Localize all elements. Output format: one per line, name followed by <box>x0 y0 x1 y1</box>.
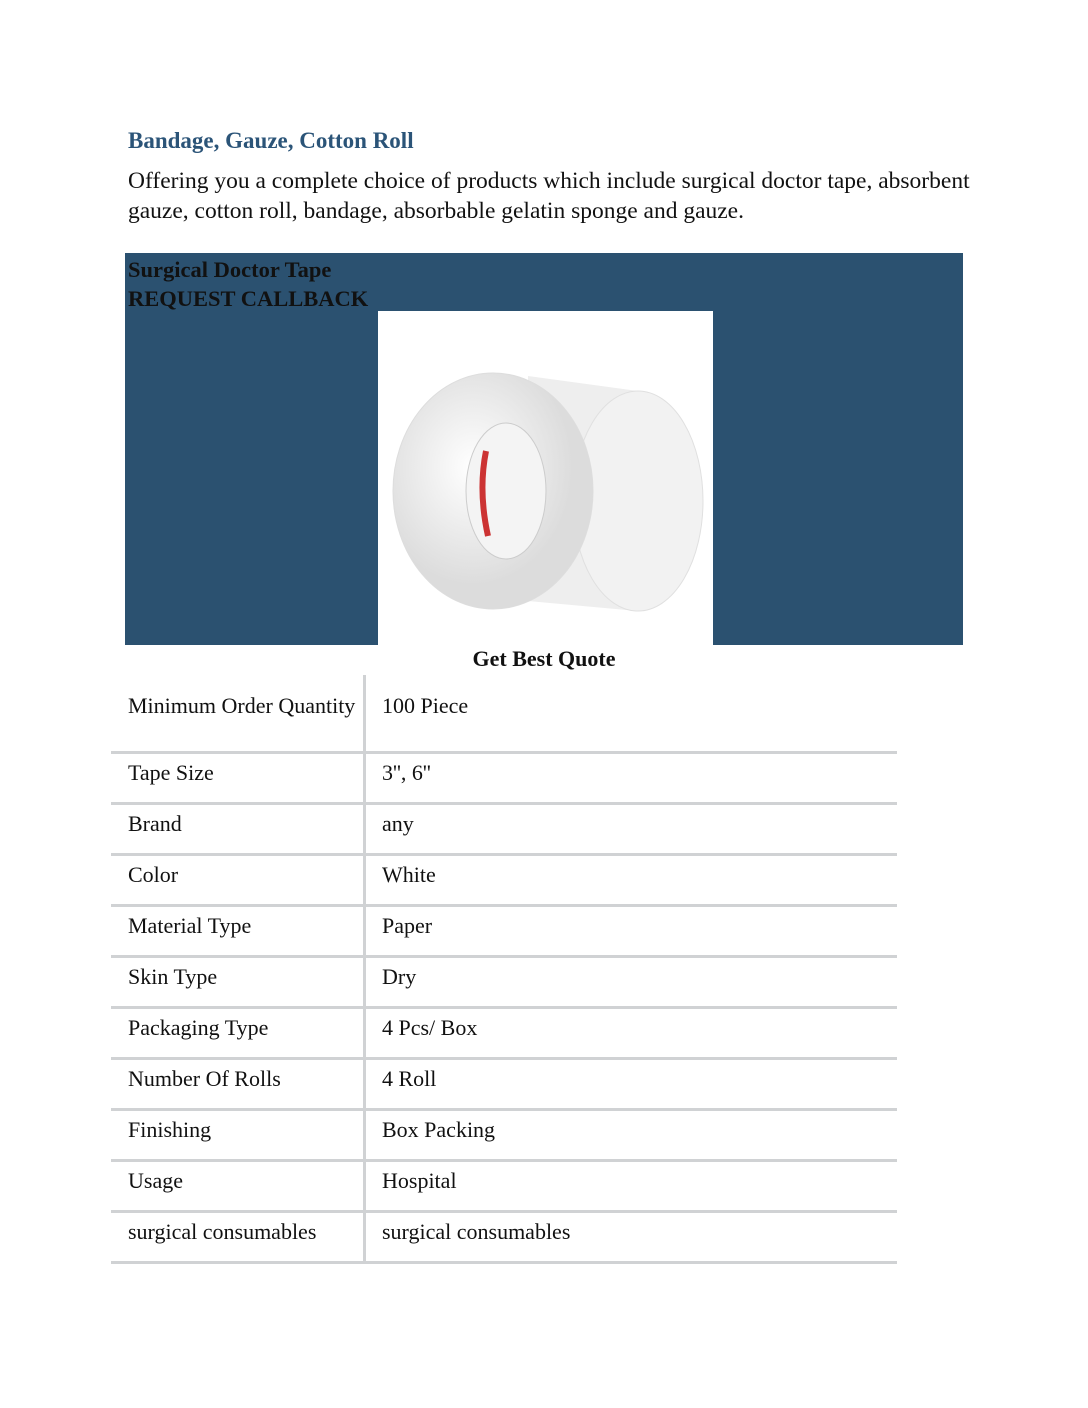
spec-value: Paper <box>382 913 433 938</box>
spec-label: Usage <box>111 1162 366 1210</box>
spec-value: 100 Piece <box>382 693 469 718</box>
spec-value: White <box>382 862 436 887</box>
spec-row <box>111 856 897 907</box>
spec-row <box>111 1162 897 1213</box>
product-image <box>378 311 713 645</box>
spec-row <box>111 1060 897 1111</box>
spec-row <box>111 958 897 1009</box>
request-callback-link[interactable]: REQUEST CALLBACK <box>128 286 369 311</box>
section-heading: Bandage, Gauze, Cotton Roll <box>128 128 414 153</box>
product-panel <box>125 253 963 645</box>
spec-label: Brand <box>111 805 366 853</box>
spec-table <box>111 675 897 1264</box>
spec-label: Number Of Rolls <box>111 1060 366 1108</box>
spec-row <box>111 805 897 856</box>
spec-row <box>111 1213 897 1264</box>
spec-value: 4 Pcs/ Box <box>382 1015 478 1040</box>
spec-label: Tape Size <box>111 754 366 802</box>
intro-text: Offering you a complete choice of products which include surgical doctor tape, absorbent gauze, cotton roll, bandage, absorbable gelatin sponge and gauze. <box>128 168 970 224</box>
spec-row <box>111 1111 897 1162</box>
product-name[interactable]: Surgical Doctor Tape <box>128 257 332 282</box>
get-best-quote-button[interactable]: Get Best Quote <box>472 646 616 671</box>
spec-row <box>111 907 897 958</box>
spec-value: Dry <box>382 964 417 989</box>
spec-label: Skin Type <box>111 958 366 1006</box>
spec-value: Hospital <box>382 1168 457 1193</box>
spec-value: any <box>382 811 414 836</box>
spec-value: 4 Roll <box>382 1066 437 1091</box>
spec-row <box>111 675 897 754</box>
spec-label: Color <box>111 856 366 904</box>
spec-row <box>111 1009 897 1060</box>
tape-roll-icon <box>378 311 713 645</box>
spec-label: Minimum Order Quantity <box>111 675 366 751</box>
spec-value: 3'', 6'' <box>382 760 431 785</box>
spec-value: surgical consumables <box>382 1219 571 1244</box>
spec-label: Finishing <box>111 1111 366 1159</box>
spec-value: Box Packing <box>382 1117 496 1142</box>
spec-label: surgical consumables <box>111 1213 366 1261</box>
spec-label: Material Type <box>111 907 366 955</box>
spec-label: Packaging Type <box>111 1009 366 1057</box>
spec-row <box>111 754 897 805</box>
